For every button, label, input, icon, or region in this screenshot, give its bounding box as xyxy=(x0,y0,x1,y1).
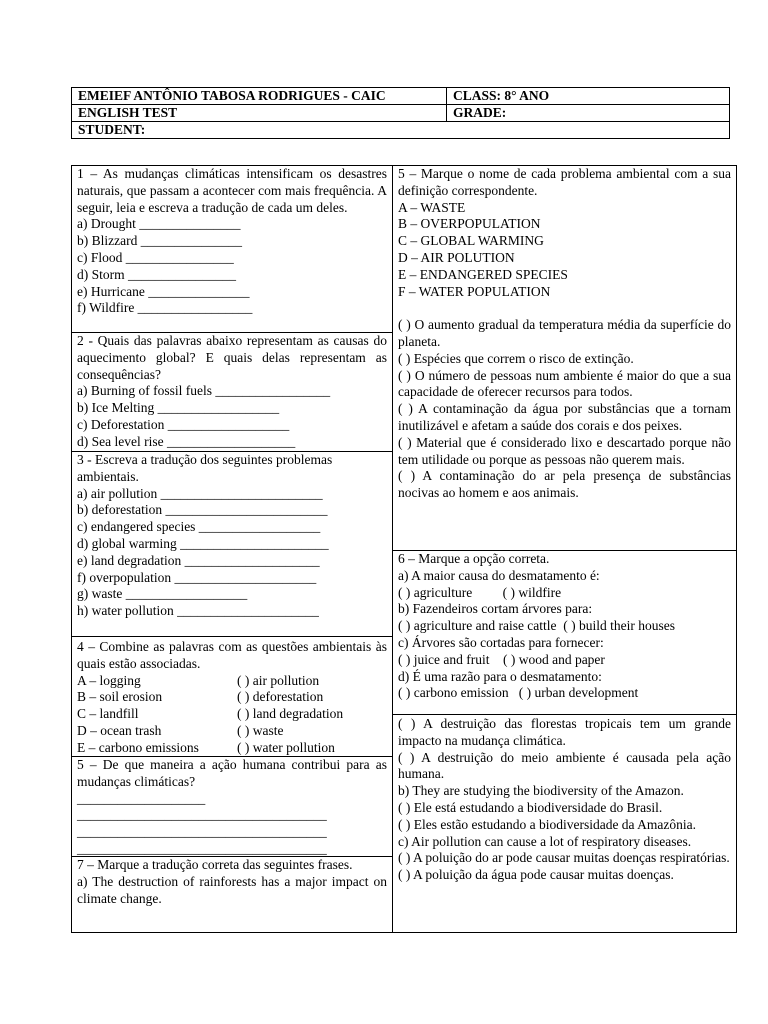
q3-item: f) overpopulation _____________________ xyxy=(77,569,317,585)
q3-text: 3 - Escreva a tradução dos seguintes problemas ambientais. xyxy=(77,452,333,484)
q6-line: b) Fazendeiros cortam árvores para: xyxy=(398,601,593,617)
q7-text: 7 – Marque a tradução correta das seguintes frases. xyxy=(77,857,353,872)
school-name: EMEIEF ANTÔNIO TABOSA RODRIGUES - CAIC xyxy=(72,88,447,105)
q3-item: a) air pollution ________________________ xyxy=(77,485,323,501)
q5-definition: ( ) A contaminação do ar pela presença de substâncias nocivas ao homem e aos animais. xyxy=(398,468,731,501)
q4-text: 4 – Combine as palavras com as questões ambientais às quais estão associadas. xyxy=(77,639,387,671)
question-2 xyxy=(71,332,393,452)
q7-item-c: c) Air pollution can cause a lot of respiratory diseases. xyxy=(398,833,692,849)
q6-line: c) Árvores são cortadas para fornecer: xyxy=(398,634,604,650)
q5-option: A – WASTE xyxy=(398,199,466,215)
answer-line: _____________________________________ xyxy=(77,840,327,856)
q5-definition: ( ) O número de pessoas num ambiente é maior do que a sua capacidade de oferecer recursos para todos. xyxy=(398,367,731,400)
q1-item: b) Blizzard _______________ xyxy=(77,233,242,249)
question-7 xyxy=(71,856,393,933)
q5-definition: ( ) Espécies que correm o risco de extinção. xyxy=(398,350,634,366)
q2-item: c) Deforestation __________________ xyxy=(77,416,290,432)
q5-option: C – GLOBAL WARMING xyxy=(398,233,544,249)
q6-line: d) É uma razão para o desmatamento: xyxy=(398,668,602,684)
q4-match: ( ) air pollution xyxy=(237,672,320,688)
q7-option: ( ) A destruição das florestas tropicais tem um grande impacto na mudança climática. xyxy=(398,716,731,748)
q5-option: D – AIR POLUTION xyxy=(398,249,515,265)
q6-line: ( ) carbono emission ( ) urban development xyxy=(398,685,639,701)
q2-item: b) Ice Melting __________________ xyxy=(77,400,280,416)
q7-option: ( ) Eles estão estudando a biodiversidade da Amazônia. xyxy=(398,816,697,832)
q2-text: 2 - Quais das palavras abaixo representam as causas do aquecimento global? E quais delas representam as consequências? xyxy=(77,333,387,382)
q3-item: b) deforestation ________________________ xyxy=(77,502,328,518)
q4-match: ( ) waste xyxy=(237,722,284,738)
q2-item: a) Burning of fossil fuels _________________ xyxy=(77,383,331,399)
question-4 xyxy=(71,636,393,757)
q6-line: ( ) juice and fruit ( ) wood and paper xyxy=(398,651,605,667)
q1-item: f) Wildfire _________________ xyxy=(77,300,253,316)
q4-match: ( ) water pollution xyxy=(237,739,335,755)
question-7-continued xyxy=(392,714,737,933)
q5-option: F – WATER POPULATION xyxy=(398,283,551,299)
q3-item: c) endangered species __________________ xyxy=(77,519,321,535)
student-field: STUDENT: xyxy=(72,122,730,139)
q7-option: ( ) Ele está estudando a biodiversidade do Brasil. xyxy=(398,799,663,815)
question-5-human-action xyxy=(71,756,393,857)
q4-term: E – carbono emissions xyxy=(77,739,199,755)
q1-item: e) Hurricane _______________ xyxy=(77,283,250,299)
q5b-text: 5 – De que maneira a ação humana contribui para as mudanças climáticas? xyxy=(77,757,387,789)
q7-option: ( ) A poluição da água pode causar muitas doenças. xyxy=(398,867,674,883)
q5-definition: ( ) Material que é considerado lixo e descartado porque não tem utilidade ou porque as pessoas não querem mais. xyxy=(398,434,731,467)
question-6 xyxy=(392,550,737,715)
answer-line: ___________________ xyxy=(77,790,206,806)
q7-item-a: a) The destruction of rainforests has a major impact on climate change. xyxy=(77,873,387,906)
q1-item: c) Flood ________________ xyxy=(77,249,234,265)
q5-definition: ( ) A contaminação da água por substâncias que a tornam inutilizável e afetam a saúde dos corais e dos peixes. xyxy=(398,401,731,433)
answer-line: _____________________________________ xyxy=(77,807,327,823)
q1-item: a) Drought _______________ xyxy=(77,216,241,232)
answer-line: _____________________________________ xyxy=(77,824,327,840)
q7-option: ( ) A poluição do ar pode causar muitas doenças respiratórias. xyxy=(398,850,730,866)
q6-line: a) A maior causa do desmatamento é: xyxy=(398,567,600,583)
grade-field: GRADE: xyxy=(447,105,730,122)
q2-item: d) Sea level rise ___________________ xyxy=(77,433,296,449)
q4-term: D – ocean trash xyxy=(77,722,162,738)
q1-text: 1 – As mudanças climáticas intensificam os desastres naturais, que passam a acontecer com mais frequência. A seguir, leia e escreva a tradução de cada um deles. xyxy=(77,166,387,215)
question-3 xyxy=(71,451,393,637)
q4-term: C – landfill xyxy=(77,706,139,722)
q4-match: ( ) land degradation xyxy=(237,706,344,722)
q3-item: g) waste __________________ xyxy=(77,586,248,602)
test-title: ENGLISH TEST xyxy=(72,105,447,122)
q7-item-b: b) They are studying the biodiversity of the Amazon. xyxy=(398,783,684,799)
q4-term: A – logging xyxy=(77,672,141,688)
q1-item: d) Storm ________________ xyxy=(77,266,237,282)
q3-item: h) water pollution _____________________ xyxy=(77,603,319,619)
q5-option: E – ENDANGERED SPECIES xyxy=(398,266,568,282)
q5-text: 5 – Marque o nome de cada problema ambiental com a sua definição correspondente. xyxy=(398,166,731,198)
q6-text: 6 – Marque a opção correta. xyxy=(398,551,550,566)
q3-item: d) global warming ______________________ xyxy=(77,535,329,551)
question-5 xyxy=(392,165,737,551)
q7-option: ( ) A destruição do meio ambiente é causada pela ação humana. xyxy=(398,749,731,782)
q3-item: e) land degradation ____________________ xyxy=(77,552,320,568)
q6-line: ( ) agriculture and raise cattle ( ) build their houses xyxy=(398,618,676,634)
header-table xyxy=(71,87,730,139)
q5-definition: ( ) O aumento gradual da temperatura média da superfície do planeta. xyxy=(398,317,731,349)
q6-line: ( ) agriculture ( ) wildfire xyxy=(398,584,562,600)
class-label: CLASS: 8° ANO xyxy=(447,88,730,105)
q5-option: B – OVERPOPULATION xyxy=(398,216,541,232)
q4-match: ( ) deforestation xyxy=(237,689,324,705)
question-1 xyxy=(71,165,393,333)
q4-term: B – soil erosion xyxy=(77,689,163,705)
